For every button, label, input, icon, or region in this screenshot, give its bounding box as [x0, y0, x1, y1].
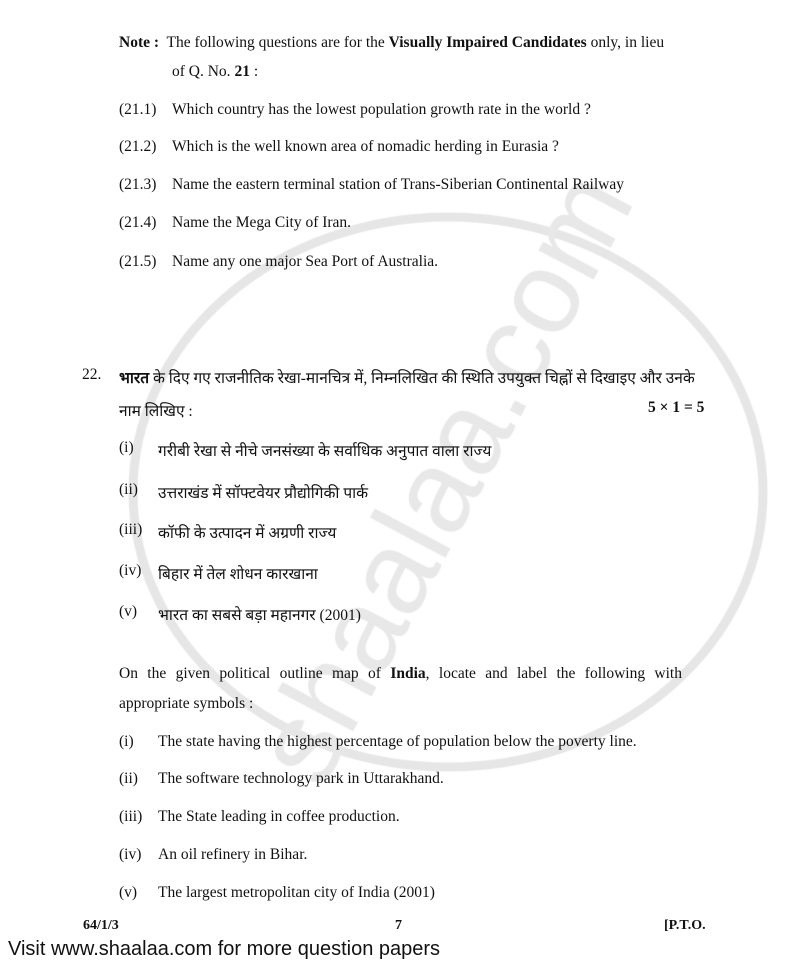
item-text: Name the eastern terminal station of Trans-Siberian Continental Railway — [172, 176, 624, 193]
item-number: (iv) — [119, 846, 142, 863]
item-number: (21.4) — [119, 214, 157, 231]
note-text: only, in lieu — [586, 34, 665, 51]
note-line-2 — [172, 63, 258, 81]
note-bold: 21 — [234, 63, 250, 80]
footer-page-number: 7 — [395, 918, 402, 933]
q22-number: 22. — [82, 366, 102, 383]
item-number: (21.3) — [119, 176, 157, 193]
en-text: On the given political outline map of — [119, 665, 391, 682]
en-bold: India — [390, 665, 426, 682]
item-number: (iii) — [119, 808, 143, 825]
hindi-bold: भारत — [119, 370, 150, 387]
note-text: The following questions are for the — [166, 34, 389, 51]
item-number: (21.2) — [119, 138, 157, 155]
item-text: भारत का सबसे बड़ा महानगर (2001) — [158, 607, 361, 624]
note-text: of Q. No. — [172, 63, 235, 80]
item-number: (i) — [119, 439, 134, 456]
hindi-text: के दिए गए राजनीतिक रेखा-मानचित्र में, निम्नलिखित की स्थिति उपयुक्त चिह्नों से दिखाइए और उनके — [149, 370, 695, 387]
item-number: (21.5) — [119, 253, 157, 270]
q22-english-line-2: appropriate symbols : — [119, 695, 254, 712]
item-number: (iv) — [119, 562, 142, 579]
en-text: , locate and label the following with — [425, 665, 682, 682]
item-text: Which is the well known area of nomadic herding in Eurasia ? — [172, 138, 559, 155]
note-text: : — [249, 63, 259, 80]
item-number: (ii) — [119, 481, 138, 498]
item-number: (i) — [119, 733, 134, 750]
item-number: (v) — [119, 884, 138, 901]
item-text: उत्तराखंड में सॉफ्टवेयर प्रौद्योगिकी पार्क — [158, 485, 369, 502]
q22-english-line-1 — [119, 665, 682, 683]
note-line-1 — [119, 34, 664, 52]
item-text: गरीबी रेखा से नीचे जनसंख्या के सर्वाधिक अनुपात वाला राज्य — [158, 443, 492, 460]
item-text: The largest metropolitan city of India (2001) — [158, 884, 435, 901]
note-bold: Visually Impaired Candidates — [388, 34, 587, 51]
item-text: The software technology park in Uttarakhand. — [158, 770, 444, 787]
item-number: (ii) — [119, 770, 138, 787]
item-text: The State leading in coffee production. — [158, 808, 400, 825]
q22-marks: 5 × 1 = 5 — [648, 399, 705, 416]
item-text: Name any one major Sea Port of Australia. — [172, 253, 439, 270]
item-number: (iii) — [119, 521, 143, 538]
visit-banner: Visit www.shaalaa.com for more question papers — [8, 938, 441, 960]
item-text: बिहार में तेल शोधन कारखाना — [158, 566, 318, 583]
q22-hindi-line-1 — [119, 366, 695, 388]
item-number: (21.1) — [119, 101, 157, 118]
item-text: An oil refinery in Bihar. — [158, 846, 308, 863]
item-text: The state having the highest percentage of population below the poverty line. — [158, 733, 637, 750]
item-text: Which country has the lowest population growth rate in the world ? — [172, 101, 591, 118]
note-label: Note : — [119, 34, 160, 51]
footer-code: 64/1/3 — [83, 918, 119, 933]
q22-hindi-line-2: नाम लिखिए : — [119, 403, 193, 420]
item-text: Name the Mega City of Iran. — [172, 214, 352, 231]
footer-pto: [P.T.O. — [664, 918, 706, 933]
item-number: (v) — [119, 603, 138, 620]
item-text: कॉफी के उत्पादन में अग्रणी राज्य — [158, 525, 337, 542]
